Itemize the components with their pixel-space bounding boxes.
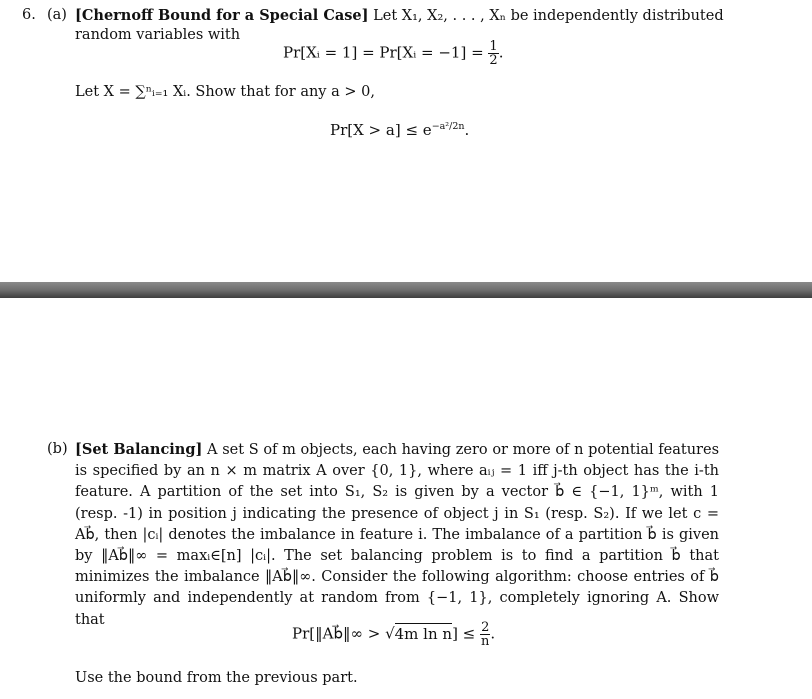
eqb-rhs: ] ≤ bbox=[452, 624, 476, 643]
eqb-numerator: 2 bbox=[481, 620, 490, 635]
part-b-label: (b) bbox=[47, 441, 68, 457]
part-a-line1 bbox=[75, 5, 724, 27]
part-b-title: [Set Balancing] bbox=[75, 441, 203, 458]
part-b-paragraph bbox=[75, 439, 719, 631]
part-b-body: A set S of m objects, each having zero or more of n potential features is specified by an n × m matrix A over {0, 1}, where aᵢⱼ = 1 iff j-th object has the i-th feature. A partition of the set into S₁, S₂ is given by a vector b⃗ ∈ {−1, 1}ᵐ, with 1 (resp. -1) in position j indicating the presence of object j in S₁ (resp. S₂). If we let c = Ab⃗, then |cᵢ| denotes the imbalance in feature i. The imbalance of a partition b⃗ is given by ‖Ab⃗‖∞ = maxᵢ∈[n] |cᵢ|. The set balancing problem is to find a partition b⃗ that minimizes the imbalance ‖Ab⃗‖∞. Consider the following algorithm: choose entries of b⃗ uniformly and independently at random from {−1, 1}, completely ignoring A. Show that bbox=[75, 442, 720, 628]
eq1-numerator: 1 bbox=[489, 39, 498, 54]
part-a-equation-1: Pr[Xᵢ = 1] = Pr[Xᵢ = −1] = $\frac{1}{2}$ . bbox=[283, 39, 504, 68]
part-a-line2: random variables with bbox=[75, 27, 241, 43]
eqb-sqrt: 4m ln n bbox=[394, 624, 453, 643]
eqb-lhs: Pr[‖Ab⃗‖∞ > bbox=[292, 624, 381, 643]
section-divider bbox=[0, 282, 812, 298]
eq1-fraction bbox=[488, 40, 498, 67]
problem-number: 6. bbox=[22, 7, 36, 23]
part-a-title: [Chernoff Bound for a Special Case] bbox=[75, 7, 369, 24]
part-b-equation: Pr[‖Ab⃗‖∞ > √4m ln n] ≤ $\frac{2}{n}$ . bbox=[292, 620, 496, 649]
part-a-label: (a) bbox=[47, 7, 67, 23]
eq2-body: Pr[X > a] ≤ e bbox=[330, 121, 432, 139]
eq1-denominator: 2 bbox=[489, 53, 498, 68]
part-b-closing: Use the bound from the previous part. bbox=[75, 670, 358, 686]
eq2-exponent: −a²/2n bbox=[431, 121, 465, 132]
eqb-fraction bbox=[480, 621, 490, 648]
eqb-denominator: n bbox=[481, 634, 490, 649]
eq1-lhs: Pr[Xᵢ = 1] = Pr[Xᵢ = −1] = bbox=[283, 43, 484, 62]
part-a-let-line: Let X = ∑ⁿᵢ₌₁ Xᵢ. Show that for any a > 0, bbox=[75, 84, 375, 100]
part-a-line1-rest: Let X₁, X₂, . . . , Xₙ be independently distributed bbox=[373, 8, 724, 24]
part-a-equation-2: $Pr[X > a] \le e^{-a^2/2n}$. bbox=[330, 121, 470, 139]
